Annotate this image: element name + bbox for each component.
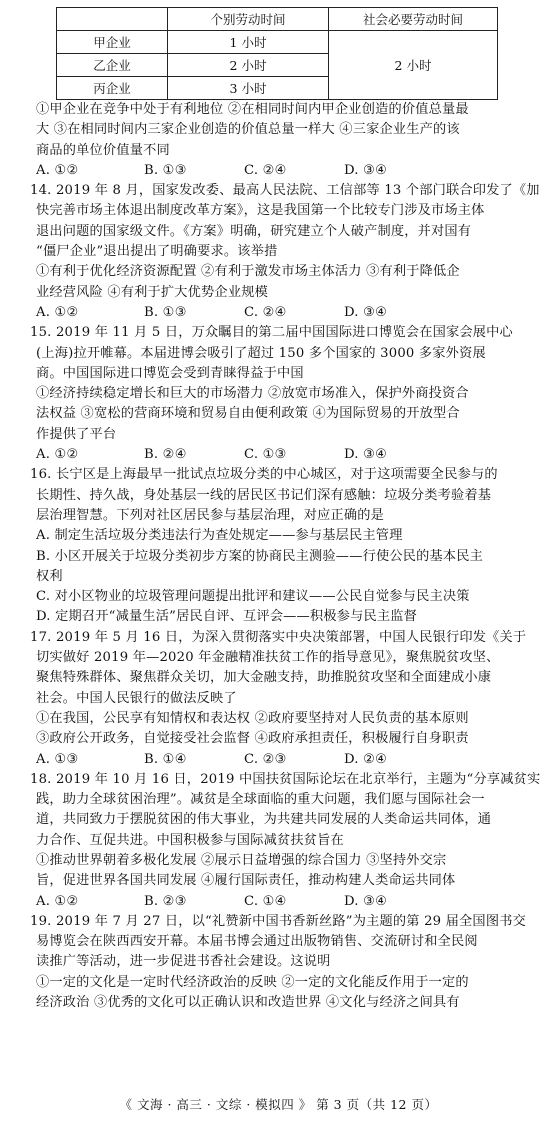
answer-option: C. ②③ [244,751,287,767]
question-15 [30,323,542,465]
question-text-line: D. 定期召开“减量生活”居民自评、互评会——积极参与民主监督 [36,609,418,625]
question-stem-line: 18. 2019 年 10 月 16 日，2019 中国扶贫国际论坛在北京举行，主题为“分享减贫实 [30,771,541,787]
question-text-line: 层治理智慧。下列对社区居民参与基层治理，对应正确的是 [36,507,385,523]
answer-option: D. ②④ [344,751,388,767]
question-stem-line: 16. 长宁区是上海最早一批试点垃圾分类的中心城区，对于这项需要全民参与的 [30,467,498,483]
question-text-line: “僵尸企业”退出提出了明确要求。该举措 [36,244,278,260]
question-stem-line: 17. 2019 年 5 月 16 日，为深入贯彻落实中央决策部署，中国人民银行印发《关于 [30,629,527,645]
question-stem-line: 14. 2019 年 8 月，国家发改委、最高人民法院、工信部等 13 个部门联合印发了《加 [30,183,540,199]
answer-options [36,750,542,770]
question-16 [30,465,542,627]
table-cell-company: 乙企业 [57,54,168,77]
answer-option: D. ③④ [344,162,388,178]
question-19 [30,912,542,1013]
answer-options [36,303,542,323]
answer-option: C. ②④ [244,162,287,178]
question-text-line: 退出问题的国家级文件。《方案》明确，研究建立个人破产制度，并对国有 [36,223,472,239]
answer-options [36,445,542,465]
question-text-line: 力合作、互促共进。中国积极参与国际减贫扶贫旨在 [36,832,344,848]
table-cell-individual: 1 小时 [168,31,329,54]
question-text-line: 业经营风险 ④有利于扩大优势企业规模 [36,284,268,300]
question-18 [30,770,542,912]
table-cell-individual: 2 小时 [168,54,329,77]
question-14 [30,181,542,323]
answer-option: C. ①④ [244,893,287,909]
question-stem-line: 15. 2019 年 11 月 5 日，万众瞩目的第二届中国国际进口博览会在国家会展中心 [30,325,513,341]
question-text-line: ①有利于优化经济资源配置 ②有利于激发市场主体活力 ③有利于降低企 [36,264,460,280]
question-text-line: C. 对小区物业的垃圾管理问题提出批评和建议——公民自觉参与民主决策 [36,589,470,605]
question-text-line: 践，助力全球贫困治理”。减贫是全球面临的重大问题，我们愿与国际社会一 [36,792,485,808]
table-header-individual-time: 个别劳动时间 [168,8,329,31]
answer-option: A. ①② [36,162,79,178]
question-text-line: 商品的单位价值量不同 [36,142,170,158]
question-17 [30,628,542,770]
question-text-line: 长期性、持久战，身处基层一线的居民区书记们深有感触：垃圾分类考验着基 [36,487,492,503]
table-cell-company: 甲企业 [57,31,168,54]
question-text-line: A. 制定生活垃圾分类违法行为查处规定——参与基层民主管理 [36,528,403,544]
answer-option: A. ①③ [36,751,79,767]
question-text-line: 聚焦特殊群体、聚焦群众关切，加大金融支持，助推脱贫攻坚和全面建成小康 [36,670,492,686]
table-header-blank [57,8,168,31]
question-text-line: ①一定的文化是一定时代经济政治的反映 ②一定的文化能反作用于一定的 [36,974,469,990]
question-text-line: (上海)拉开帷幕。本届进博会吸引了超过 150 多个国家的 3000 多家外资展 [36,345,486,361]
table-cell-individual: 3 小时 [168,77,329,100]
table-row [57,31,498,54]
question-text-line: 大 ③在相同时间内三家企业创造的价值总量一样大 ④三家企业生产的该 [36,122,460,138]
answer-option: A. ①② [36,447,79,463]
question-text-line: 易博览会在陕西西安开幕。本届书博会通过出版物销售、交流研讨和全民阅 [36,934,478,950]
answer-option: B. ②④ [144,447,187,463]
question-text-line: 旨，促进世界各国共同发展 ④履行国际责任，推动构建人类命运共同体 [36,873,456,889]
question-text-line: 道，共同致力于摆脱贫困的伟大事业，为共建共同发展的人类命运共同体，通 [36,812,492,828]
question-text-line: 经济政治 ③优秀的文化可以正确认识和改造世界 ④文化与经济之间具有 [36,995,460,1011]
question-content [30,100,542,1013]
answer-option: D. ③④ [344,304,388,320]
answer-option: B. ①④ [144,751,187,767]
answer-option: A. ①② [36,304,79,320]
question-stem-line: 19. 2019 年 7 月 27 日，以“礼赞新中国书香新丝路”为主题的第 29 届全国图书交 [30,913,526,929]
table-header-row [57,8,498,31]
table-header-social-time: 社会必要劳动时间 [329,8,498,31]
table-cell-social: 2 小时 [329,31,498,100]
question-text-line: 作提供了平台 [36,426,117,442]
answer-option: D. ③④ [344,447,388,463]
question-text-line: 社会。中国人民银行的做法反映了 [36,690,237,706]
answer-options [36,161,542,181]
question-text-line: ①推动世界朝着多极化发展 ②展示日益增强的综合国力 ③坚持外交宗 [36,852,447,868]
answer-option: C. ②④ [244,304,287,320]
answer-options [36,892,542,912]
labor-time-table [56,7,498,100]
question-text-line: B. 小区开展关于垃圾分类初步方案的协商民主测验——行使公民的基本民主 [36,548,484,564]
question-text-line: 读推广等活动，进一步促进书香社会建设。这说明 [36,954,331,970]
answer-option: A. ①② [36,893,79,909]
question-text-line: 商。中国国际进口博览会受到青睐得益于中国 [36,365,304,381]
answer-option: C. ①③ [244,447,287,463]
answer-option: B. ②③ [144,893,187,909]
answer-option: D. ③④ [344,893,388,909]
question-text-line: ①甲企业在竞争中处于有利地位 ②在相同时间内甲企业创造的价值总量最 [36,102,469,117]
question-text-line: 快完善市场主体退出制度改革方案》，这是我国第一个比较专门涉及市场主体 [36,203,485,219]
question-text-line: ①经济持续稳定增长和巨大的市场潜力 ②放宽市场准入，保护外商投资合 [36,386,469,402]
question-text-line: 权利 [36,568,63,584]
question-text-line: 切实做好 2019 年—2020 年金融精准扶贫工作的指导意见》，聚焦脱贫攻坚、 [36,650,500,666]
answer-option: B. ①③ [144,304,187,320]
question-13 [30,100,542,181]
answer-option: B. ①③ [144,162,187,178]
question-text-line: ③政府公开政务，自觉接受社会监督 ④政府承担责任，积极履行自身职责 [36,731,469,747]
table-cell-company: 丙企业 [57,77,168,100]
question-text-line: 法权益 ③宽松的营商环境和贸易自由便利政策 ④为国际贸易的开放型合 [36,406,460,422]
question-text-line: ①在我国，公民享有知情权和表达权 ②政府要坚持对人民负责的基本原则 [36,710,469,726]
page-footer: 《 文海 · 高三 · 文综 · 模拟四 》 第 3 页（共 12 页） [119,1097,438,1112]
